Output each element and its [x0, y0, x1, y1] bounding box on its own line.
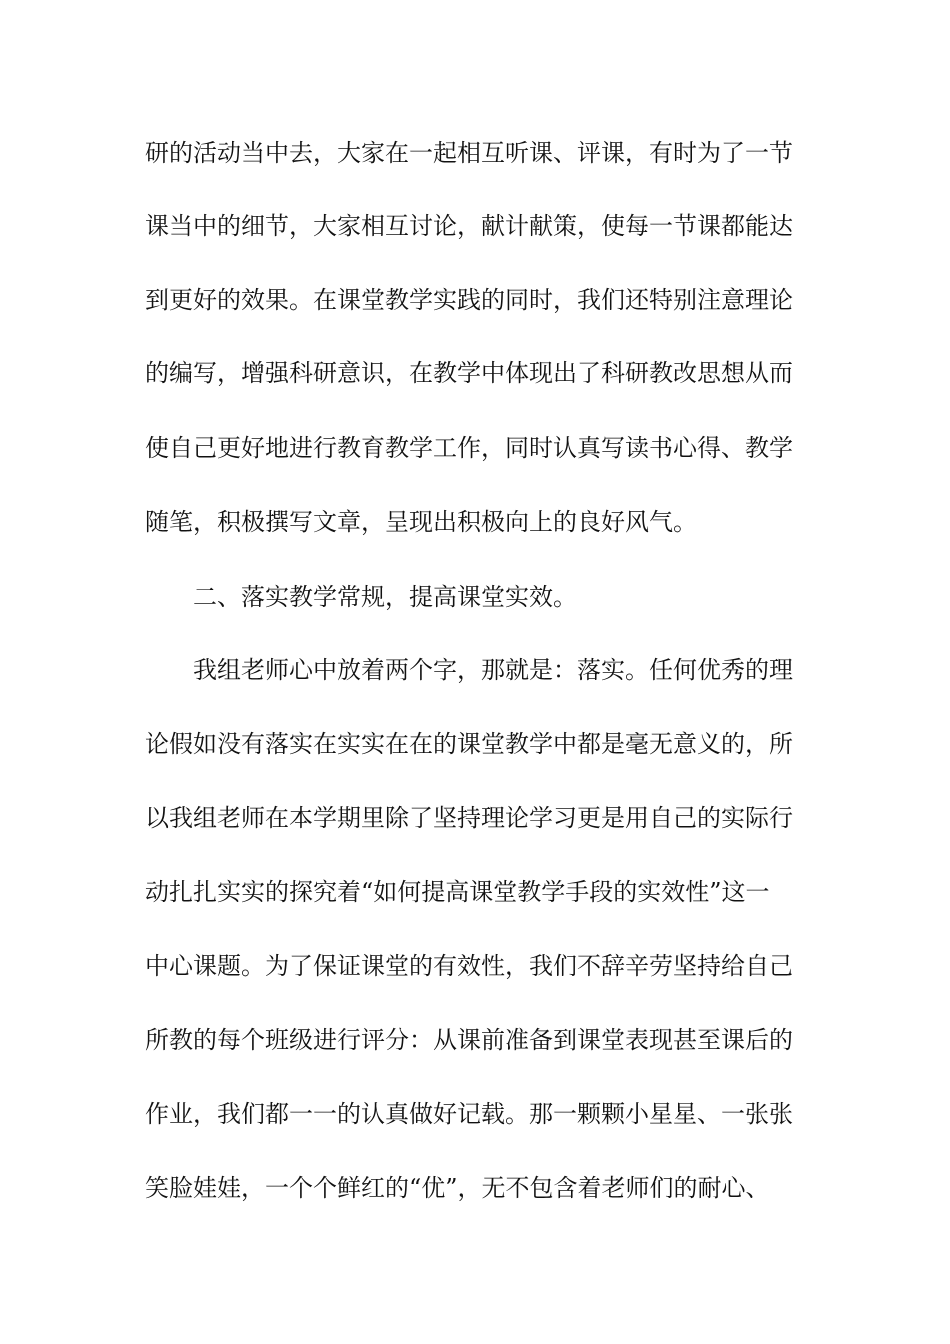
paragraph-line: 作业，我们都一一的认真做好记载。那一颗颗小星星、一张张 — [145, 1100, 793, 1128]
paragraph-line: 中心课题。为了保证课堂的有效性，我们不辞辛劳坚持给自己 — [145, 952, 793, 980]
paragraph-line: 动扎扎实实的探究着“如何提高课堂教学手段的实效性”这一 — [145, 878, 770, 906]
paragraph-line: 课当中的细节，大家相互讨论，献计献策，使每一节课都能达 — [145, 212, 793, 240]
paragraph-line: 到更好的效果。在课堂教学实践的同时，我们还特别注意理论 — [145, 286, 793, 314]
paragraph-line: 我组老师心中放着两个字，那就是：落实。任何优秀的理 — [193, 656, 793, 684]
paragraph-line: 的编写，增强科研意识，在教学中体现出了科研教改思想从而 — [145, 359, 793, 387]
paragraph-line: 笑脸娃娃，一个个鲜红的“优”，无不包含着老师们的耐心、 — [145, 1174, 770, 1202]
paragraph-line: 以我组老师在本学期里除了坚持理论学习更是用自己的实际行 — [145, 804, 793, 832]
paragraph-line: 研的活动当中去，大家在一起相互听课、评课，有时为了一节 — [145, 139, 793, 167]
section-heading: 二、落实教学常规，提高课堂实效。 — [193, 583, 577, 611]
paragraph-line: 使自己更好地进行教育教学工作，同时认真写读书心得、教学 — [145, 434, 793, 462]
paragraph-line: 所教的每个班级进行评分：从课前准备到课堂表现甚至课后的 — [145, 1026, 793, 1054]
paragraph-line: 论假如没有落实在实实在在的课堂教学中都是毫无意义的，所 — [145, 730, 793, 758]
paragraph-line: 随笔，积极撰写文章，呈现出积极向上的良好风气。 — [145, 508, 697, 536]
